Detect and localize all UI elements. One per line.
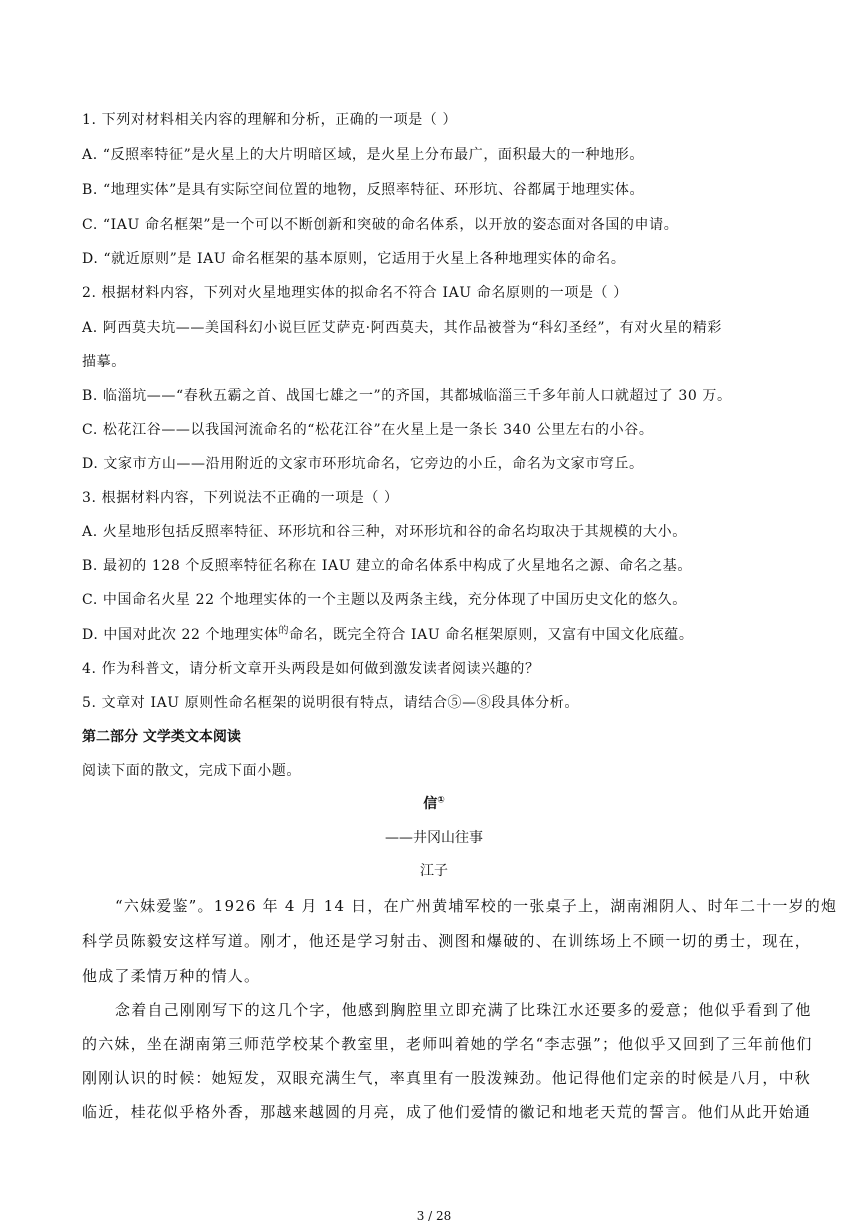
section-heading: 第二部分 文学类文本阅读 xyxy=(82,729,241,745)
essay-paragraph-1-line-2: 科学员陈毅安这样写道。刚才，他还是学习射击、测图和爆破的、在训练场上不顾一切的勇士，现在， xyxy=(82,932,812,950)
question-2-option-b: B. 临淄坑——“春秋五霸之首、战国七雄之一”的齐国，其都城临淄三千多年前人口就超过了 30 万。 xyxy=(82,388,732,404)
question-3-option-a: A. 火星地形包括反照率特征、环形坑和谷三种，对环形坑和谷的命名均取决于其规模的大小。 xyxy=(82,524,687,540)
essay-author: 江子 xyxy=(420,863,448,879)
question-3-option-d xyxy=(82,625,782,645)
question-3-stem: 3. 根据材料内容，下列说法不正确的一项是（ ） xyxy=(82,490,399,506)
question-5: 5. 文章对 IAU 原则性命名框架的说明很有特点，请结合⑤—⑧段具体分析。 xyxy=(82,695,579,711)
question-3-option-d-de: 的 xyxy=(278,625,290,637)
question-3-option-c: C. 中国命名火星 22 个地理实体的一个主题以及两条主线，充分体现了中国历史文化的悠久。 xyxy=(82,592,687,608)
page-number: 3 / 28 xyxy=(416,1209,452,1223)
section-instruction: 阅读下面的散文，完成下面小题。 xyxy=(82,763,301,779)
question-2-option-a-line-1: A. 阿西莫夫坑——美国科幻小说巨匠艾萨克·阿西莫夫，其作品被誉为“科幻圣经”，有对火星的精彩 xyxy=(82,320,722,336)
question-2-option-d: D. 文家市方山——沿用附近的文家市环形坑命名，它旁边的小丘，命名为文家市穹丘。 xyxy=(82,456,644,472)
question-1-option-d: D. “就近原则”是 IAU 命名框架的基本原则，它适用于火星上各种地理实体的命名。 xyxy=(82,251,626,267)
question-1-option-b: B. “地理实体”是具有实际空间位置的地物，反照率特征、环形坑、谷都属于地理实体。 xyxy=(82,182,645,198)
essay-title-text: 信 xyxy=(423,796,438,812)
essay-paragraph-2-line-1: 念着自己刚刚写下的这几个字，他感到胸腔里立即充满了比珠江水还要多的爱意；他似乎看到了他 xyxy=(115,1001,812,1019)
question-3-option-d-start: D. 中国对此次 22 个地理实体 xyxy=(82,627,279,643)
question-1-option-a: A. “反照率特征”是火星上的大片明暗区域，是火星上分布最广，面积最大的一种地形。 xyxy=(82,147,644,163)
question-1-stem: 1. 下列对材料相关内容的理解和分析，正确的一项是（ ） xyxy=(82,112,458,128)
question-2-option-a-line-2: 描摹。 xyxy=(82,354,126,370)
essay-subtitle: ——井冈山往事 xyxy=(385,830,483,846)
question-2-stem: 2. 根据材料内容，下列对火星地理实体的拟命名不符合 IAU 命名原则的一项是（ ） xyxy=(82,285,628,301)
question-2-option-c: C. 松花江谷——以我国河流命名的“松花江谷”在火星上是一条长 340 公里左右的小谷。 xyxy=(82,422,654,438)
essay-paragraph-1-line-3: 他成了柔情万种的情人。 xyxy=(82,967,261,985)
essay-paragraph-2-line-3: 刚刚认识的时候：她短发，双眼充满生气，率真里有一股泼辣劲。他记得他们定亲的时候是八月，中秋 xyxy=(82,1069,812,1087)
question-3-option-b: B. 最初的 128 个反照率特征名称在 IAU 建立的命名体系中构成了火星地名之源、命名之基。 xyxy=(82,558,692,574)
essay-paragraph-1-line-1: “六妹爱鉴”。1926 年 4 月 14 日，在广州黄埔军校的一张桌子上，湖南湘阴人、时年二十一岁的炮 xyxy=(115,897,838,915)
essay-title-footnote-mark: ① xyxy=(437,795,445,806)
question-1-option-c: C. “IAU 命名框架”是一个可以不断创新和突破的命名体系，以开放的姿态面对各国的申请。 xyxy=(82,217,679,233)
essay-title xyxy=(0,794,868,814)
essay-paragraph-2-line-4: 临近，桂花似乎格外香，那越来越圆的月亮，成了他们爱情的徽记和地老天荒的誓言。他们从此开始通 xyxy=(82,1103,812,1121)
question-4: 4. 作为科普文，请分析文章开头两段是如何做到激发读者阅读兴趣的？ xyxy=(82,661,540,677)
question-3-option-d-end: 命名，既完全符合 IAU 命名框架原则，又富有中国文化底蕴。 xyxy=(289,627,694,643)
essay-paragraph-2-line-2: 的六妹，坐在湖南第三师范学校某个教室里，老师叫着她的学名“李志强”；他似乎又回到了三年前他们 xyxy=(82,1035,813,1053)
